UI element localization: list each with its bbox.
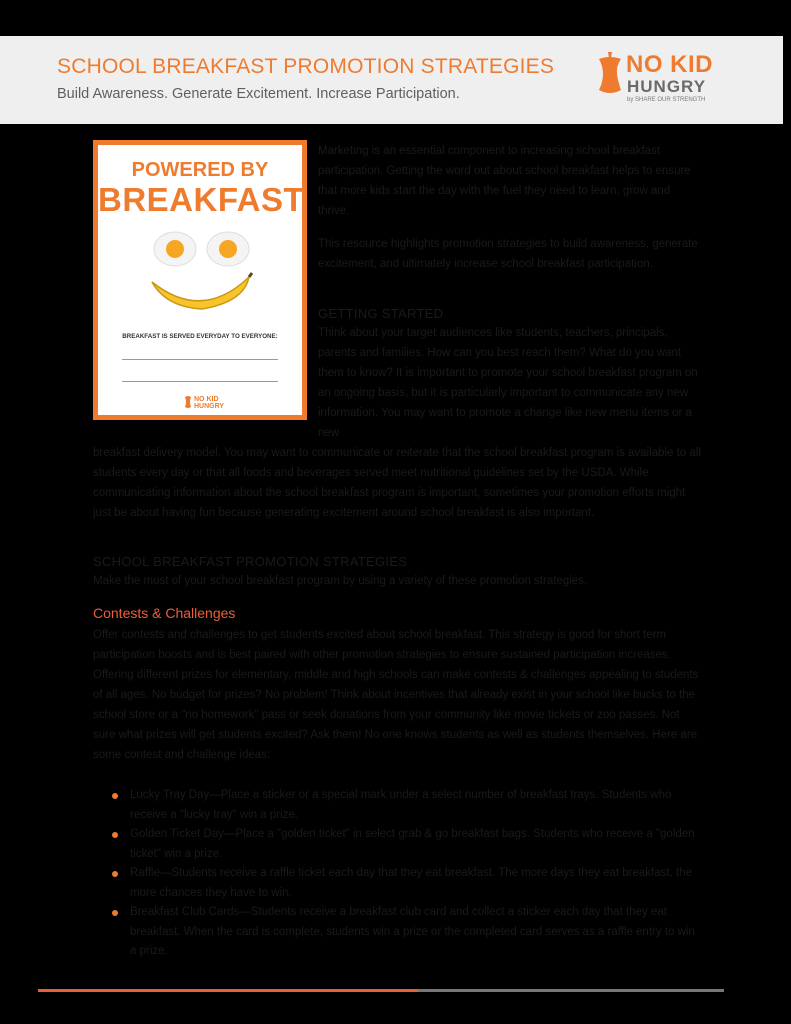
bullet-icon: [112, 793, 118, 799]
logo-line1: NO KID: [626, 51, 713, 78]
page-title: SCHOOL BREAKFAST PROMOTION STRATEGIES: [57, 55, 555, 78]
intro-paragraph-2: This resource highlights promotion strategies to build awareness, generate excitement, and ultimately increase school breakfast participation.: [318, 238, 698, 270]
list-item: Breakfast Club Cards—Students receive a breakfast club card and collect a sticker each day that they eat breakfast. When the card is complete, students win a prize or the completed card serves as a raffle entry to win a prize.: [93, 903, 703, 962]
bullet-icon: [112, 832, 118, 838]
getting-started-text: Think about your target audiences like students, teachers, principals, parents and families. How can you best reach them? What do you want them to know? It is important to promote your school breakfast program on an ongoing basis, but it is particularly important to communicate any new information. You may want to promote a change like new menu items or a new: [318, 327, 698, 439]
no-kid-hungry-logo: [596, 49, 736, 113]
breakfast-poster-image: [93, 140, 307, 420]
contests-text: Offer contests and challenges to get students excited about school breakfast. This strategy is good for short term participation boosts and is best paired with other promotion strategies to ensure sustained participation increases. Offering different prizes for elementary, middle and high schools can make contests & challenges appealing to students of all ages. No budget for prizes? No problem! Think about incentives that already exist in your school like bucks to the school store or a "no homework" pass or seek donations from your community like movie tickets or zoo passes. Not sure what prizes will get students excited? Ask them! No one knows students as well as students themselves. Here are some contest and challenge ideas:: [93, 629, 699, 761]
getting-started-heading: GETTING STARTED: [318, 306, 444, 321]
bullet-icon: [112, 910, 118, 916]
poster-headline-2: BREAKFAST: [98, 181, 305, 218]
poster-blank-line: [122, 359, 278, 360]
list-item: Raffle—Students receive a raffle ticket each day that they eat breakfast. The more days they eat breakfast, the more chances they have to win.: [93, 864, 703, 903]
poster-logo-icon: [184, 395, 192, 409]
poster-caption: BREAKFAST IS SERVED EVERYDAY TO EVERYONE:: [122, 333, 278, 340]
poster-blank-line: [122, 381, 278, 382]
footer-rule-orange: [38, 989, 418, 992]
poster-headline-1: POWERED BY: [131, 159, 269, 181]
list-item: Golden Ticket Day—Place a "golden ticket" in select grab & go breakfast bags. Students who receive a "golden ticket" win a prize.: [93, 825, 703, 864]
poster-logo-text: NO KID HUNGRY: [194, 396, 225, 410]
list-item: Lucky Tray Day—Place a sticker or a special mark under a select number of breakfast trays. Students who receive a "lucky tray" win a prize.: [93, 786, 703, 825]
logo-tagline: by SHARE OUR STRENGTH: [627, 97, 706, 103]
logo-line2: HUNGRY: [627, 77, 707, 96]
intro-paragraph-1: Marketing is an essential component to increasing school breakfast participation. Getting the word out about school breakfast helps to ensure that more kids start the day with the fuel they need to learn, grow and thrive.: [318, 145, 691, 217]
bullet-icon: [112, 871, 118, 877]
getting-started-text-continued: breakfast delivery model. You may want to communicate or reiterate that the school breakfast program is available to all students every day or that all foods and beverages served meet nutritional guidelines set by the USDA. While communicating information about the school breakfast program is important, sometimes your promotion efforts might just be about having fun because generating excitement around school breakfast is also important.: [93, 447, 701, 519]
contest-ideas-list: [93, 786, 703, 962]
contests-heading: Contests & Challenges: [93, 605, 236, 621]
strategies-text: Make the most of your school breakfast program by using a variety of these promotion strategies.: [93, 575, 588, 587]
eggs-banana-smile-icon: [148, 227, 258, 322]
strategies-heading: SCHOOL BREAKFAST PROMOTION STRATEGIES: [93, 554, 408, 569]
footer-rule-gray: [418, 989, 724, 992]
apple-core-icon: [596, 52, 624, 98]
page-subtitle: Build Awareness. Generate Excitement. Increase Participation.: [57, 86, 460, 102]
